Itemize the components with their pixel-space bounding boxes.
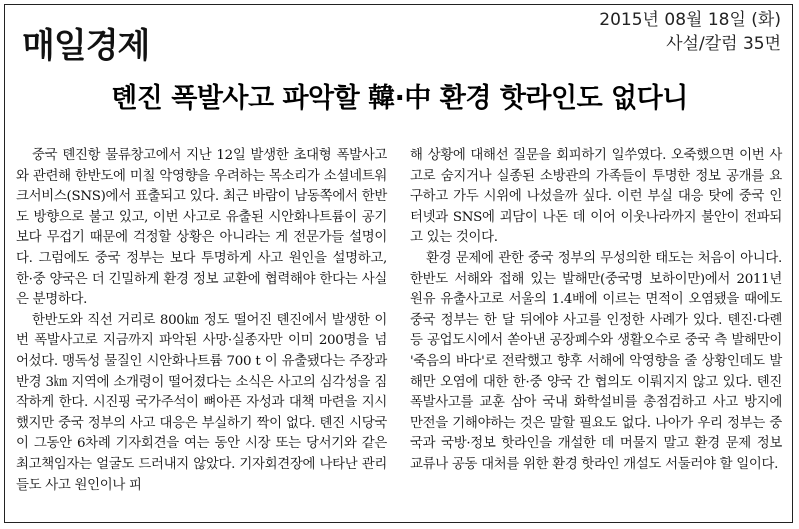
article-paragraph: 중국 톈진항 물류창고에서 지난 12일 발생한 초대형 폭발사고와 관련해 한반도에 미칠 악영향을 우려하는 목소리가 소셜네트워크서비스(SNS)에서 표출되고 있다. 최근 바람이 남동쪽에서 한반도 방향으로 불고 있고, 이번 사고로 유출된 시안화나트륨이 공기보다 무겁기 때문에 걱정할 상황은 아니라는 게 전문가들 설명이다. 그럼에도 중국 정부는 보다 투명하게 사고 원인을 설명하고, 한·중 양국은 더 긴밀하게 환경 정보 교환에 협력해야 한다는 사실은 분명하다. — [16, 148, 387, 308]
article-column-left — [16, 146, 387, 496]
publication-meta — [599, 8, 781, 56]
newspaper-logo: 매일경제 — [22, 26, 150, 66]
article-paragraph: 한반도와 직선 거리로 800㎞ 정도 떨어진 톈진에서 발생한 이번 폭발사고로 지금까지 파악된 사망·실종자만 이미 200명을 넘어섰다. 맹독성 물질인 시안화나트륨 700 t 이 유출됐다는 주장과 반경 3㎞ 지역에 소개령이 떨어졌다는 소식은 사고의 심각성을 짐작하게 한다. 시진핑 국가주석이 뼈아픈 자성과 대책 마련을 지시했지만 중국 정부의 사고 대응은 부실하기 짝이 없다. 톈진 시당국이 그동안 6차례 기자회견을 여는 동안 시장 또는 당서기와 같은 최고책임자는 얼굴도 드러내지 않았다. 기자회견장에 나타난 관리들도 사고 원인이나 피 — [16, 312, 387, 493]
section-page: 사설/칼럼 35면 — [666, 34, 781, 54]
publication-date: 2015년 08월 18일 (화) — [599, 10, 781, 30]
article-column-right — [410, 146, 782, 476]
headline: 톈진 폭발사고 파악할 韓·中 환경 핫라인도 없다니 — [111, 83, 688, 114]
article-paragraph: 환경 문제에 관한 중국 정부의 무성의한 태도는 처음이 아니다. 한반도 서해와 접해 있는 발해만(중국명 보하이만)에서 2011년 원유 유출사고로 서울의 1.4배에 이르는 면적이 오염됐을 때에도 중국 정부는 한 달 뒤에야 사고를 인정한 사례가 있다. 톈진·다롄 등 공업도시에서 쏟아낸 공장폐수와 생활오수로 중국 측 발해만이 '죽음의 바다'로 전락했고 향후 서해에 악영향을 줄 상황인데도 발해만 오염에 대한 한·중 양국 간 협의도 이뤄지지 않고 있다. 톈진 폭발사고를 교훈 삼아 국내 화학설비를 총점검하고 사고 방지에 만전을 기해야하는 것은 말할 필요도 없다. 나아가 우리 정부는 중국과 국방·정보 핫라인을 개설한 데 머물지 말고 환경 문제 정보 교류나 공동 대처를 위한 환경 핫라인 개설도 서둘러야 할 일이다. — [410, 250, 782, 472]
article-paragraph-continued: 해 상황에 대해선 질문을 회피하기 일쑤였다. 오죽했으면 이번 사고로 숨지거나 실종된 소방관의 가족들이 투명한 정보 공개를 요구하고 가두 시위에 나섰을까 싶다. 이런 부실 대응 탓에 중국 인터넷과 SNS에 괴담이 나돈 데 이어 이웃나라까지 불안이 전파되고 있는 것이다. — [410, 148, 782, 246]
